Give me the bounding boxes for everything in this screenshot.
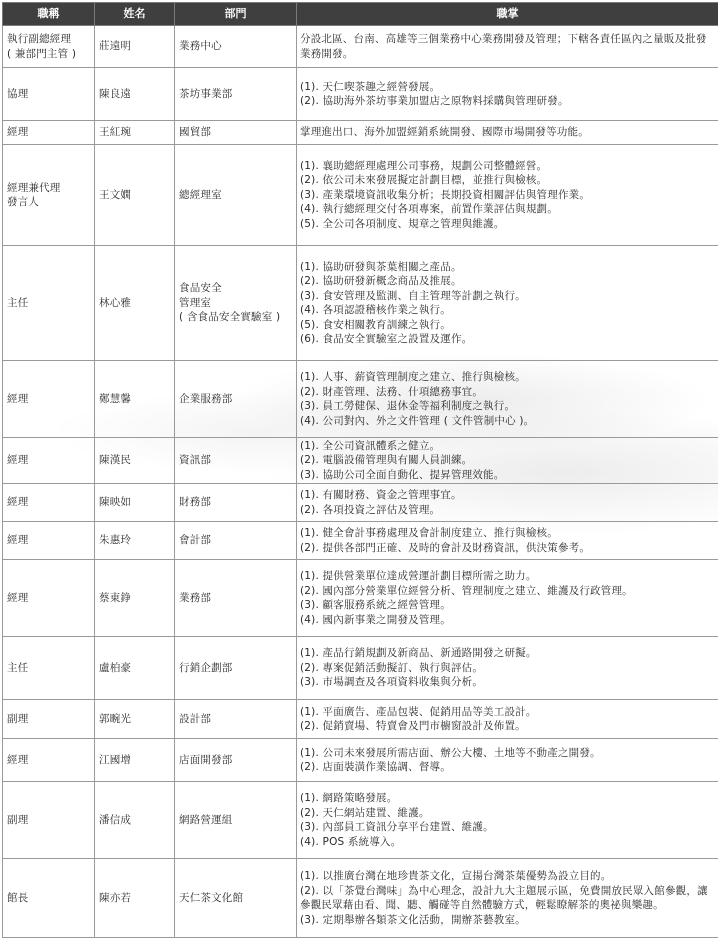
- title-cell-line: 發言人: [7, 196, 40, 208]
- table-row: [3, 26, 719, 68]
- title-cell-line: 副理: [7, 712, 29, 725]
- duty-cell: [297, 361, 719, 438]
- title-cell: [3, 121, 95, 145]
- title-cell-line: 經理: [7, 496, 29, 509]
- duty-cell-line: (2). 以「茶覺台灣味」為中心理念，設計九大主題展示區，免費開放民眾入館參觀，讓參觀民眾藉由看、聞、聽、觸碰等自然體驗方式，輕鬆瞭解茶的奧祕與樂趣。: [300, 884, 708, 911]
- duty-cell-line: (3). 定期舉辦各類茶文化活動，開辦茶藝教室。: [300, 913, 526, 926]
- duty-cell-line: (1). 有關財務、資金之管理事宜。: [300, 489, 462, 501]
- table-row: [3, 700, 719, 739]
- duty-cell-line: (3). 內部員工資訊分享平台建置、維護。: [300, 821, 494, 833]
- duty-cell-line: (4). 國內新事業之開發及管理。: [300, 613, 451, 626]
- title-cell: [3, 700, 95, 739]
- duty-cell-line: (1). 平面廣告、產品包裝、促銷用品等美工設計。: [300, 705, 537, 718]
- duty-cell-line: (2). 電腦設備管理與有關人員訓練。: [300, 454, 473, 467]
- table-row: [3, 859, 719, 938]
- dept-cell: [175, 739, 297, 782]
- duty-cell: [297, 438, 719, 484]
- duty-cell-line: (2). 天仁網站建置、維護。: [300, 806, 430, 819]
- name-cell: 潘信成: [95, 782, 175, 859]
- name-cell: 陳良遠: [95, 68, 175, 121]
- duty-cell-line: (4). POS 系統導入。: [300, 835, 402, 848]
- title-cell-line: 執行副總經理: [7, 33, 72, 45]
- dept-cell-line: 會計部: [179, 534, 212, 547]
- duty-cell-line: (1). 人事、薪資管理制度之建立、推行與檢核。: [300, 371, 526, 383]
- table-header: [3, 3, 719, 26]
- duty-cell-line: (1). 產品行銷規劃及新商品、新通路開發之研擬。: [300, 647, 537, 660]
- dept-cell-line: 財務部: [179, 496, 212, 509]
- title-cell: [3, 560, 95, 637]
- dept-cell-line: 資訊部: [179, 454, 212, 467]
- name-cell: 蔡東錚: [95, 560, 175, 637]
- duty-cell-line: 分設北區、台南、高雄等三個業務中心業務開發及管理；下轄各責任區內之量販及批發業務開發。: [300, 33, 707, 60]
- duty-cell: [297, 246, 719, 361]
- title-cell-line: 經理: [7, 591, 29, 604]
- dept-cell-line: 茶坊事業部: [179, 87, 233, 100]
- dept-cell-line: 業務中心: [179, 40, 222, 53]
- name-cell: 陳亦若: [95, 859, 175, 938]
- duty-cell: [297, 700, 719, 739]
- dept-cell-line: 企業服務部: [179, 392, 233, 405]
- dept-cell: [175, 68, 297, 121]
- duty-cell-line: (2). 店面裝潢作業協調、督導。: [300, 761, 451, 773]
- table-row: [3, 121, 719, 145]
- dept-cell-line: 店面開發部: [179, 753, 233, 766]
- dept-cell-line: ( 含食品安全實驗室 ): [179, 311, 281, 324]
- duty-cell-line: (3). 產業環境資訊收集分析；長期投資相關評估與管理作業。: [300, 188, 591, 201]
- name-cell: 林心雅: [95, 246, 175, 361]
- duty-cell-line: (4). 各項認證稽核作業之執行。: [300, 304, 451, 316]
- duty-cell-line: (3). 食安管理及監測、自主管理等計劃之執行。: [300, 289, 526, 302]
- duty-cell-line: (6). 食品安全實驗室之設置及運作。: [300, 333, 473, 345]
- name-cell: 莊遠明: [95, 26, 175, 68]
- table-body: [3, 26, 719, 938]
- duty-cell-line: (2). 專案促銷活動擬訂、執行與評估。: [300, 661, 484, 674]
- duty-cell-line: (1). 襄助總經理處理公司事務，規劃公司整體經營。: [300, 159, 548, 172]
- duty-cell-line: (5). 食安相關教育訓練之執行。: [300, 318, 451, 331]
- duty-cell-line: (2). 協助研發新概念商品及推展。: [300, 275, 462, 287]
- title-cell: [3, 782, 95, 859]
- dept-cell: [175, 859, 297, 938]
- title-cell: [3, 859, 95, 938]
- dept-cell-line: 管理室: [179, 296, 212, 309]
- duty-cell: [297, 522, 719, 560]
- dept-cell: [175, 121, 297, 145]
- title-cell-line: 經理: [7, 392, 29, 405]
- title-cell: [3, 438, 95, 484]
- duty-cell-line: (1). 提供營業單位達成營運計劃目標所需之助力。: [300, 570, 537, 582]
- duty-cell: [297, 782, 719, 859]
- header-dept: 部門: [175, 3, 297, 26]
- title-cell: [3, 26, 95, 68]
- page: [2, 2, 718, 947]
- duty-cell: [297, 560, 719, 637]
- duty-cell: [297, 68, 719, 121]
- header-row: [3, 3, 719, 26]
- name-cell: 陳映如: [95, 484, 175, 522]
- title-cell-line: 經理兼代理: [7, 181, 61, 194]
- name-cell: 江國增: [95, 739, 175, 782]
- duty-cell-line: (1). 協助研發與茶葉相關之產品。: [300, 260, 462, 273]
- name-cell: 王紅琬: [95, 121, 175, 145]
- title-cell-line: 經理: [7, 454, 29, 467]
- dept-cell: [175, 560, 297, 637]
- name-cell: 朱惠玲: [95, 522, 175, 560]
- header-duty: 職掌: [297, 3, 719, 26]
- duty-cell-line: (5). 全公司各項制度、規章之管理與維護。: [300, 217, 505, 230]
- dept-cell: [175, 782, 297, 859]
- duty-cell-line: (1). 網路策略發展。: [300, 792, 398, 804]
- duty-cell-line: 掌理進出口、海外加盟經銷系統開發、國際市場開發等功能。: [300, 126, 589, 139]
- table-row: [3, 438, 719, 484]
- duty-cell: [297, 26, 719, 68]
- title-cell: [3, 739, 95, 782]
- dept-cell-line: 總經理室: [179, 188, 222, 201]
- duty-cell: [297, 484, 719, 522]
- dept-cell-line: 國貿部: [179, 126, 212, 139]
- duty-cell-line: (2). 依公司未來發展擬定計劃目標，並推行與檢核。: [300, 174, 548, 187]
- duty-cell-line: (1). 天仁喫茶趣之經營發展。: [300, 80, 441, 93]
- title-cell-line: 經理: [7, 126, 29, 139]
- duty-cell: [297, 637, 719, 700]
- name-cell: 郭畹光: [95, 700, 175, 739]
- title-cell: [3, 484, 95, 522]
- title-cell-line: 經理: [7, 534, 29, 547]
- table-row: [3, 560, 719, 637]
- duty-cell-line: (2). 國內部分營業單位經營分析、管理制度之建立、維護及行政管理。: [300, 584, 633, 597]
- title-cell-line: ( 兼部門主管 ): [7, 47, 77, 60]
- header-name: 姓名: [95, 3, 175, 26]
- duty-cell-line: (1). 以推廣台灣在地珍貴茶文化，宣揚台灣茶葉優勢為設立目的。: [300, 870, 612, 882]
- dept-cell: [175, 26, 297, 68]
- title-cell-line: 副理: [7, 813, 29, 826]
- table-row: [3, 361, 719, 438]
- title-cell-line: 經理: [7, 753, 29, 766]
- title-cell: [3, 361, 95, 438]
- table-row: [3, 782, 719, 859]
- title-cell: [3, 68, 95, 121]
- dept-cell: [175, 484, 297, 522]
- dept-cell: [175, 522, 297, 560]
- duty-cell: [297, 739, 719, 782]
- dept-cell: [175, 145, 297, 246]
- duty-cell-line: (2). 提供各部門正確、及時的會計及財務資訊，供決策參考。: [300, 541, 591, 554]
- duty-cell-line: (2). 各項投資之評估及管理。: [300, 503, 441, 516]
- title-cell: [3, 522, 95, 560]
- duty-cell-line: (3). 員工勞健保、退休金等福利制度之執行。: [300, 400, 516, 412]
- duty-cell-line: (2). 促銷賣場、特賣會及門市櫥窗設計及佈置。: [300, 720, 526, 732]
- title-cell-line: 主任: [7, 661, 29, 674]
- table-row: [3, 246, 719, 361]
- dept-cell-line: 設計部: [179, 712, 212, 725]
- duty-cell-line: (4). 執行總經理交付各項專案，前置作業評估與規劃。: [300, 203, 558, 216]
- duty-cell-line: (3). 協助公司全面自動化、提昇管理效能。: [300, 468, 505, 481]
- dept-cell: [175, 438, 297, 484]
- table-row: [3, 522, 719, 560]
- title-cell-line: 主任: [7, 296, 29, 309]
- dept-cell-line: 業務部: [179, 591, 212, 604]
- title-cell: [3, 637, 95, 700]
- duty-cell-line: (3). 顧客服務系統之經營管理。: [300, 599, 451, 611]
- name-cell: 王文嫺: [95, 145, 175, 246]
- table-row: [3, 145, 719, 246]
- duty-cell-line: (2). 協助海外茶坊事業加盟店之原物料採購與管理研發。: [300, 95, 569, 107]
- table-row: [3, 739, 719, 782]
- header-title: 職稱: [3, 3, 95, 26]
- dept-cell-line: 天仁茶文化館: [179, 891, 244, 904]
- duty-cell-line: (4). 公司對內、外之文件管理 ( 文件管制中心 )。: [300, 414, 535, 427]
- duty-cell: [297, 145, 719, 246]
- dept-cell: [175, 246, 297, 361]
- duty-cell: [297, 859, 719, 938]
- dept-cell: [175, 637, 297, 700]
- dept-cell-line: 行銷企劃部: [179, 661, 233, 674]
- title-cell: [3, 145, 95, 246]
- duty-cell: [297, 121, 719, 145]
- duties-table: [2, 2, 718, 938]
- name-cell: 盧柏豪: [95, 637, 175, 700]
- title-cell-line: 協理: [7, 87, 29, 100]
- table-row: [3, 484, 719, 522]
- duty-cell-line: (1). 公司未來發展所需店面、辦公大樓、土地等不動產之開發。: [300, 746, 601, 759]
- dept-cell-line: 網路營運組: [179, 813, 233, 826]
- table-row: [3, 637, 719, 700]
- title-cell-line: 館長: [7, 891, 29, 904]
- table-row: [3, 68, 719, 121]
- duty-cell-line: (3). 市場調查及各項資料收集與分析。: [300, 676, 484, 689]
- title-cell: [3, 246, 95, 361]
- duty-cell-line: (1). 健全會計事務處理及會計制度建立、推行與檢核。: [300, 527, 558, 539]
- name-cell: 鄭慧馨: [95, 361, 175, 438]
- dept-cell-line: 食品安全: [179, 282, 222, 295]
- dept-cell: [175, 700, 297, 739]
- dept-cell: [175, 361, 297, 438]
- name-cell: 陳漢民: [95, 438, 175, 484]
- duty-cell-line: (2). 財產管理、法務、什項總務事宜。: [300, 385, 484, 398]
- duty-cell-line: (1). 全公司資訊體系之健立。: [300, 439, 441, 452]
